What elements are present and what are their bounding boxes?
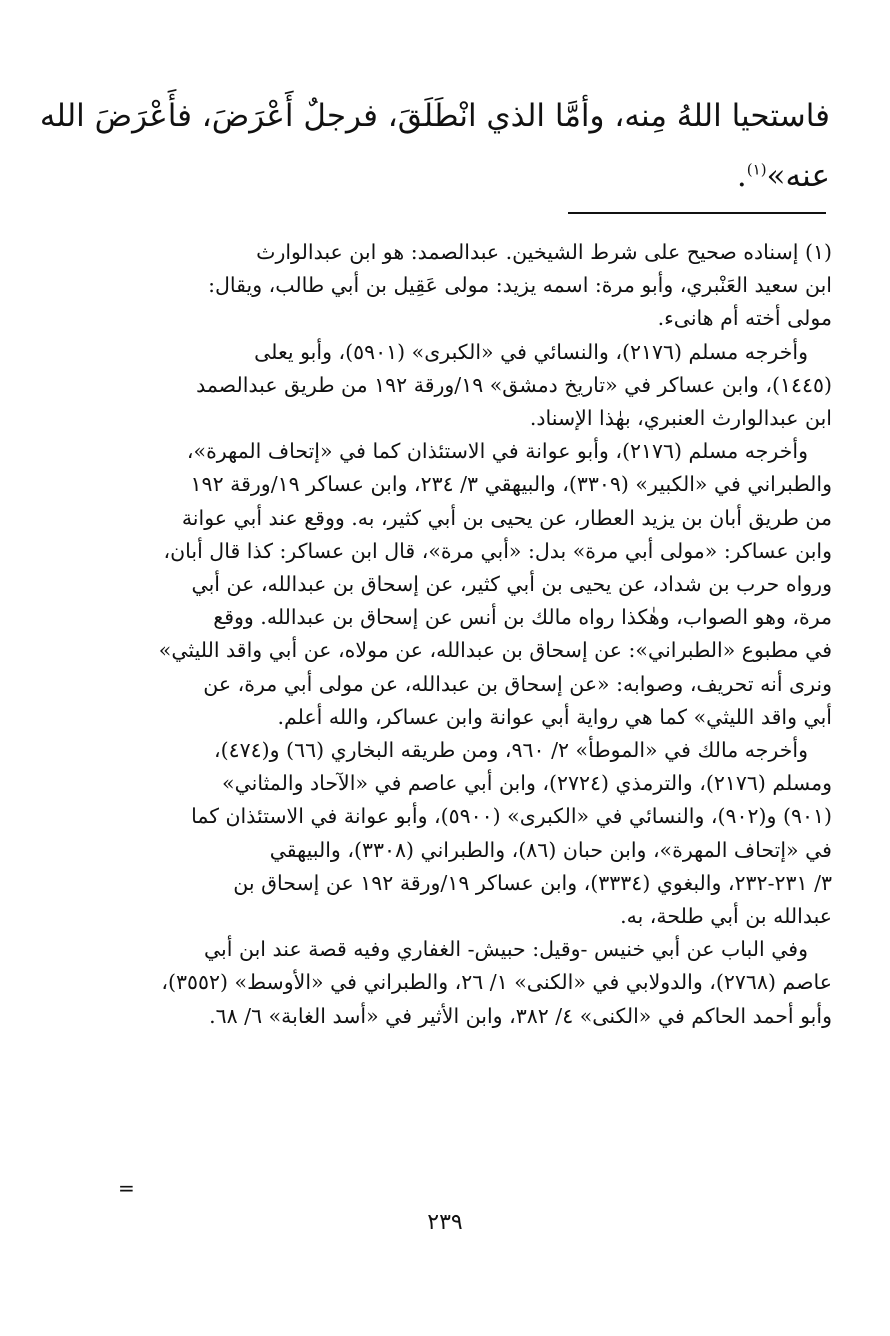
footnote-line: وأخرجه مسلم (٢١٧٦)، والنسائي في «الكبرى» (٥٩٠١)، وأبو يعلى	[254, 339, 808, 364]
footnote-line: ورواه حرب بن شداد، عن يحيى بن أبي كثير، عن إسحاق بن عبدالله، عن أبي	[191, 572, 832, 597]
main-line-2-text: عنه»	[766, 158, 830, 194]
footnote-line: وأبو أحمد الحاكم في «الكنى» ٤/ ٣٨٢، وابن الأثير في «أسد الغابة» ٦/ ٦٨.	[209, 1003, 832, 1028]
footnote-line: (١) إسناده صحيح على شرط الشيخين. عبدالصمد: هو ابن عبدالوارث	[256, 240, 832, 264]
footnote-line: مولى أخته أم هانىء.	[657, 306, 832, 331]
footnote-line: أبي واقد الليثي» كما هي رواية أبي عوانة وابن عساكر، والله أعلم.	[277, 704, 832, 729]
page-number: ٢٣٩	[427, 1210, 463, 1235]
footnotes	[56, 236, 832, 1033]
footnote-line: من طريق أبان بن يزيد العطار، عن يحيى بن أبي كثير، به. ووقع عند أبي عوانة	[181, 505, 832, 530]
footnote-line: في مطبوع «الطبراني»: عن إسحاق بن عبدالله، عن مولاه، عن أبي واقد الليثي»	[158, 638, 832, 663]
footnote-line: ابن سعيد العَنْبري، وأبو مرة: اسمه يزيد: مولى عَقِيل بن أبي طالب، ويقال:	[208, 273, 832, 298]
footnote-line: وابن عساكر: «مولى أبي مرة» بدل: «أبي مرة»، قال ابن عساكر: كذا قال أبان،	[163, 538, 832, 563]
main-line-2	[70, 146, 830, 206]
footnote-line: وأخرجه مسلم (٢١٧٦)، وأبو عوانة في الاستئذان كما في «إتحاف المهرة»،	[186, 439, 808, 464]
footnote-line: عاصم (٢٧٦٨)، والدولابي في «الكنى» ١/ ٢٦، والطبراني في «الأوسط» (٣٥٥٢)،	[161, 970, 832, 995]
footnote-line: ابن عبدالوارث العنبري، بهٰذا الإسناد.	[529, 406, 832, 431]
footnote-ref: (١)	[746, 160, 767, 179]
footnote-separator	[568, 212, 826, 214]
footnote-line: ٣/ ٢٣١-٢٣٢، والبغوي (٣٣٣٤)، وابن عساكر ١٩/ورقة ١٩٢ عن إسحاق بن	[233, 870, 832, 895]
main-line-1: فاستحيا اللهُ مِنه، وأمَّا الذي انْطَلَقَ، فرجلٌ أَعْرَضَ، فأَعْرَضَ الله	[39, 98, 830, 134]
main-text	[39, 86, 830, 206]
footnote-line: والطبراني في «الكبير» (٣٣٠٩)، والبيهقي ٣/ ٢٣٤، وابن عساكر ١٩/ورقة ١٩٢	[190, 472, 832, 497]
footnote-line: وفي الباب عن أبي خنيس -وقيل: حبيش- الغفاري وفيه قصة عند ابن أبي	[203, 937, 808, 962]
continuation-mark: =	[118, 1176, 135, 1200]
footnote-line: عبدالله بن أبي طلحة، به.	[620, 904, 832, 929]
footnote-line: في «إتحاف المهرة»، وابن حبان (٨٦)، والطبراني (٣٣٠٨)، والبيهقي	[269, 837, 832, 862]
footnote-line: (١٤٤٥)، وابن عساكر في «تاريخ دمشق» ١٩/ورقة ١٩٢ من طريق عبدالصمد	[196, 372, 832, 397]
footnote-line: وأخرجه مالك في «الموطأ» ٢/ ٩٦٠، ومن طريقه البخاري (٦٦) و(٤٧٤)،	[213, 738, 808, 763]
footnote-line: (٩٠١) و(٩٠٢)، والنسائي في «الكبرى» (٥٩٠٠)، وأبو عوانة في الاستئذان كما	[191, 804, 832, 829]
footnote-line: مرة، وهو الصواب، وهٰكذا رواه مالك بن أنس عن إسحاق بن عبدالله. ووقع	[213, 605, 832, 630]
main-end-mark: .	[736, 158, 747, 194]
footnote-line: ونرى أنه تحريف، وصوابه: «عن إسحاق بن عبدالله، عن مولى أبي مرة، عن	[203, 671, 832, 696]
footnote-line: ومسلم (٢١٧٦)، والترمذي (٢٧٢٤)، وابن أبي عاصم في «الآحاد والمثاني»	[222, 771, 832, 796]
